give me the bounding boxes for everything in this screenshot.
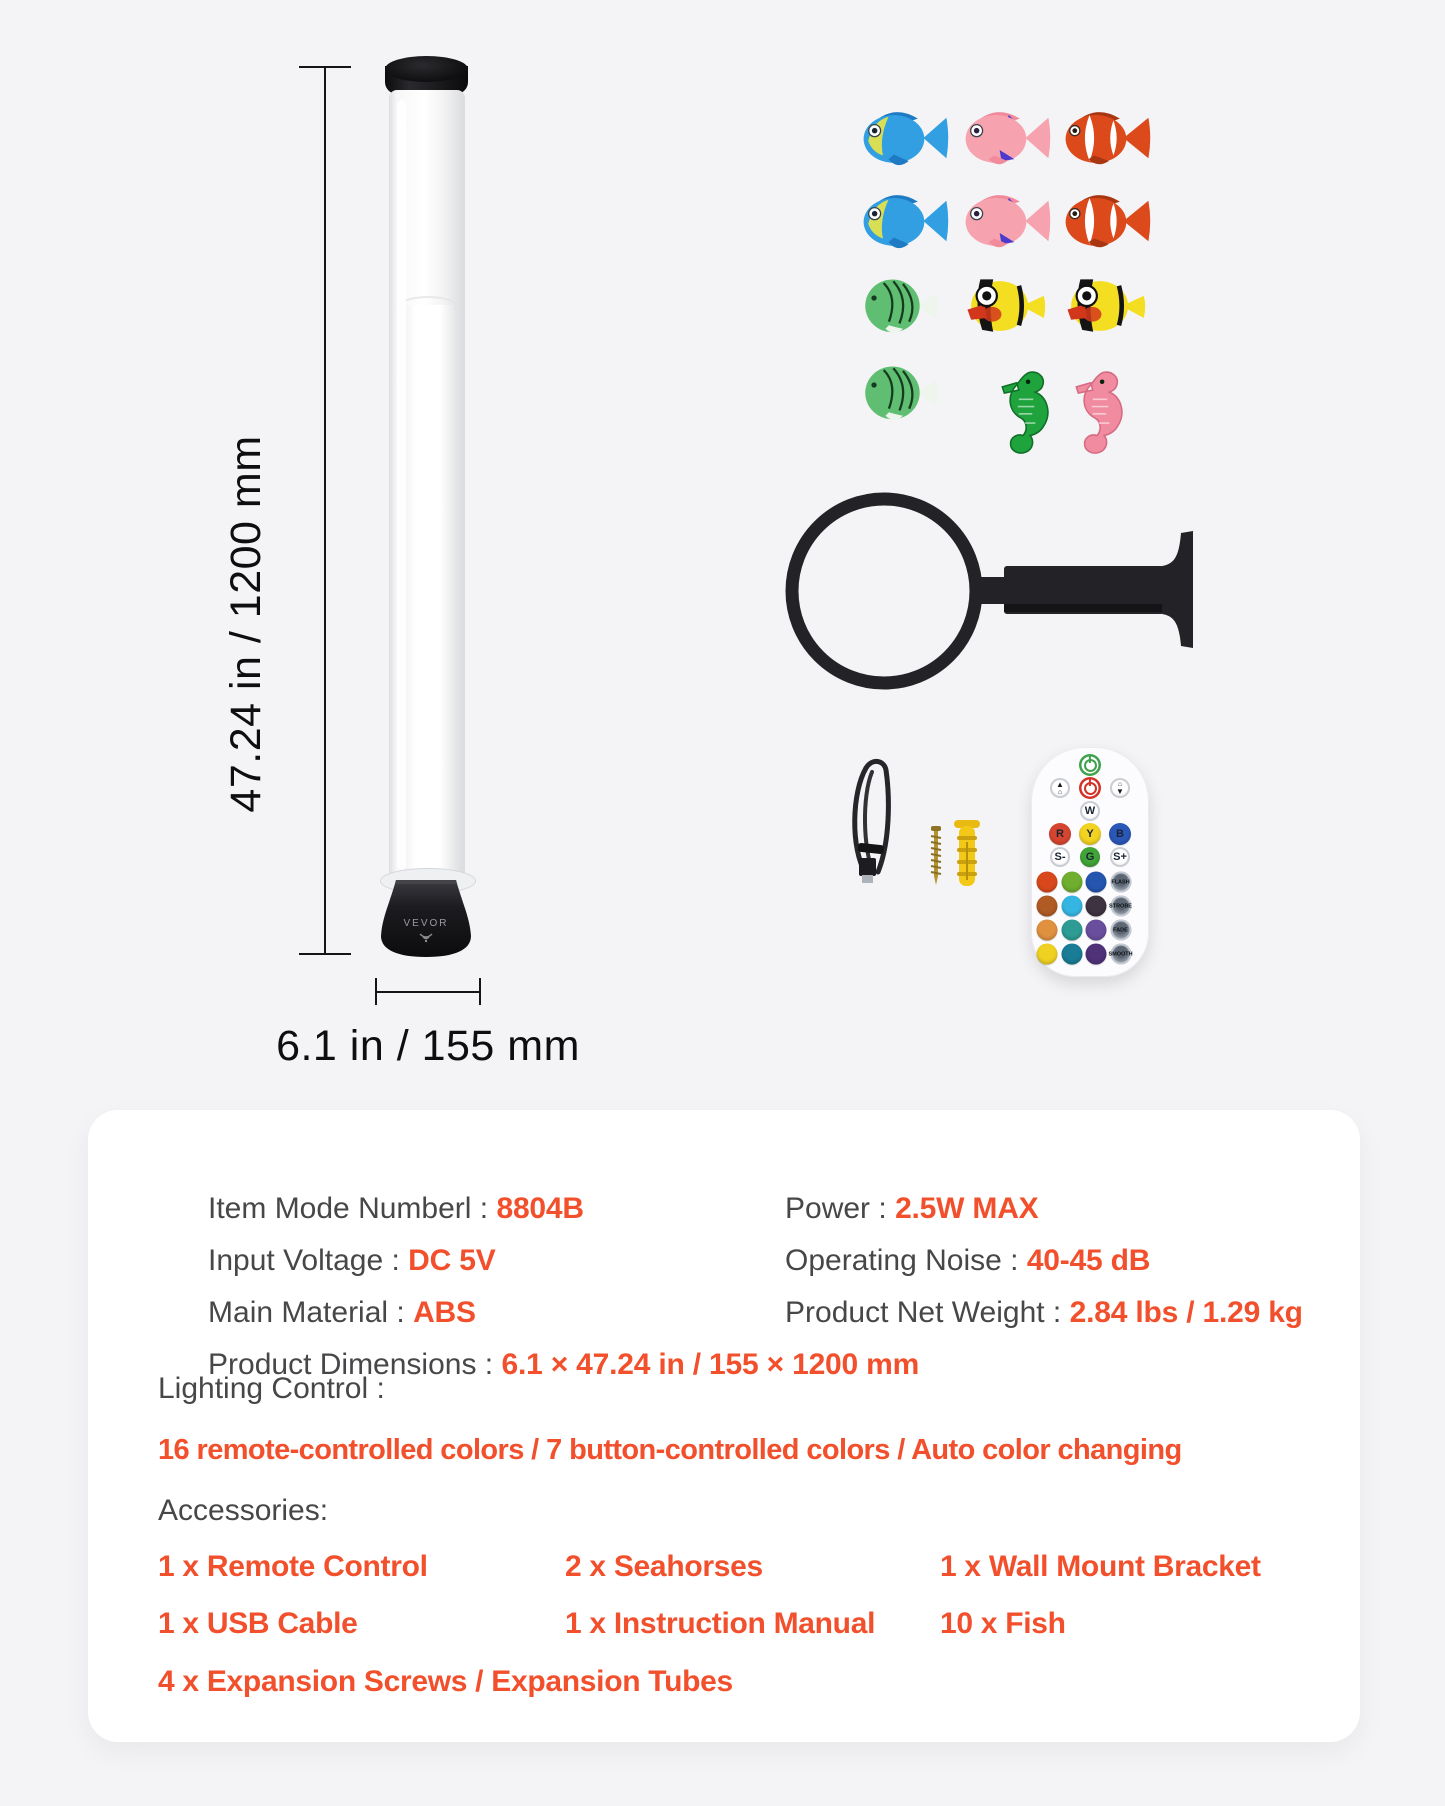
- yellow-fish: [961, 269, 1053, 348]
- pink-fish: [961, 102, 1053, 179]
- green-fish: [859, 269, 947, 346]
- accessory-wall-mount-bracket: 1 x Wall Mount Bracket: [940, 1550, 1261, 1583]
- remote-color-button-10: [1037, 944, 1058, 965]
- lamp-tube-highlight: [397, 100, 406, 870]
- pink-seahorse: [1068, 367, 1130, 478]
- spec-card: [88, 1110, 1360, 1742]
- remote-color-button-8: [1061, 920, 1082, 941]
- remote-green-button: G: [1080, 847, 1100, 867]
- remote-blue-button: B: [1109, 823, 1131, 845]
- width-dimension-cap-left: [375, 978, 377, 1005]
- remote-color-button-5: [1061, 896, 1082, 917]
- spec-power: Power : 2.5W MAX: [785, 1192, 1039, 1225]
- spec-operating-noise: Operating Noise : 40-45 dB: [785, 1244, 1151, 1277]
- yellow-fish: [1061, 269, 1153, 348]
- wall-mount-bracket: [770, 468, 1210, 698]
- lamp-cap-icon: [385, 56, 468, 82]
- usb-cable: [838, 756, 900, 884]
- remote-control: [1031, 747, 1149, 977]
- spec-product-dimensions: Product Dimensions : 6.1 × 47.24 in / 155 × 1200 mm: [208, 1348, 920, 1381]
- accessory-fish: 10 x Fish: [940, 1607, 1066, 1640]
- lamp-inner-tube: [400, 305, 454, 871]
- spec-net-weight: Product Net Weight : 2.84 lbs / 1.29 kg: [785, 1296, 1303, 1329]
- remote-color-button-3: [1086, 872, 1107, 893]
- width-dimension-label: 6.1 in / 155 mm: [276, 1022, 580, 1070]
- clownfish: [1061, 102, 1153, 179]
- remote-brightness-down-button: ⌂ ▼: [1110, 778, 1130, 798]
- green-seahorse: [994, 367, 1056, 478]
- remote-speed-plus-button: S+: [1110, 847, 1130, 867]
- remote-brightness-up-button: ▲ ⌂: [1050, 778, 1070, 798]
- remote-speed-minus-button: S-: [1050, 847, 1070, 867]
- height-dimension-line: [324, 66, 326, 955]
- remote-color-button-4: [1037, 896, 1058, 917]
- remote-red-button: R: [1049, 823, 1071, 845]
- width-dimension-cap-right: [479, 978, 481, 1005]
- remote-yellow-button: Y: [1079, 823, 1101, 845]
- remote-color-button-11: [1061, 944, 1082, 965]
- spec-main-material: Main Material : ABS: [208, 1296, 476, 1329]
- remote-smooth-button: SMOOTH: [1110, 944, 1131, 965]
- remote-color-button-7: [1037, 920, 1058, 941]
- remote-color-button-1: [1037, 872, 1058, 893]
- pink-fish: [961, 185, 1053, 262]
- remote-white-button: W: [1080, 801, 1100, 821]
- accessory-usb-cable: 1 x USB Cable: [158, 1607, 358, 1640]
- lamp-tube: [389, 90, 465, 882]
- green-fish: [859, 356, 947, 433]
- accessory-remote-control: 1 x Remote Control: [158, 1550, 428, 1583]
- spec-input-voltage: Input Voltage : DC 5V: [208, 1244, 496, 1277]
- accessory-seahorses: 2 x Seahorses: [565, 1550, 763, 1583]
- blue-fish: [859, 102, 951, 179]
- spec-lighting-control-label: Lighting Control :: [158, 1372, 385, 1405]
- brand-logo: VEVOR: [403, 918, 449, 929]
- spec-item-model: Item Mode Numberl : 8804B: [208, 1192, 584, 1225]
- spec-accessories-label: Accessories:: [158, 1494, 329, 1527]
- clownfish: [1061, 185, 1153, 262]
- width-dimension-line: [376, 991, 480, 993]
- remote-color-button-12: [1086, 944, 1107, 965]
- accessory-expansion-screws: 4 x Expansion Screws / Expansion Tubes: [158, 1665, 733, 1698]
- height-dimension-cap-top: [299, 66, 351, 68]
- blue-fish: [859, 185, 951, 262]
- remote-flash-button: FLASH: [1110, 872, 1131, 893]
- remote-power-on-button: [1079, 754, 1101, 776]
- remote-color-button-9: [1086, 920, 1107, 941]
- remote-color-button-6: [1086, 896, 1107, 917]
- height-dimension-label: 47.24 in / 1200 mm: [222, 435, 270, 813]
- spec-lighting-control-value: 16 remote-controlled colors / 7 button-controlled colors / Auto color changing: [158, 1434, 1182, 1466]
- expansion-screw: [926, 826, 946, 888]
- accessory-instruction-manual: 1 x Instruction Manual: [565, 1607, 876, 1640]
- height-dimension-cap-bottom: [299, 953, 351, 955]
- expansion-tube: [952, 818, 982, 892]
- remote-power-off-button: [1079, 777, 1101, 799]
- lamp-base: [368, 876, 484, 962]
- remote-color-button-2: [1061, 872, 1082, 893]
- remote-fade-button: FADE: [1110, 920, 1131, 941]
- remote-strobe-button: STROBE: [1110, 896, 1131, 917]
